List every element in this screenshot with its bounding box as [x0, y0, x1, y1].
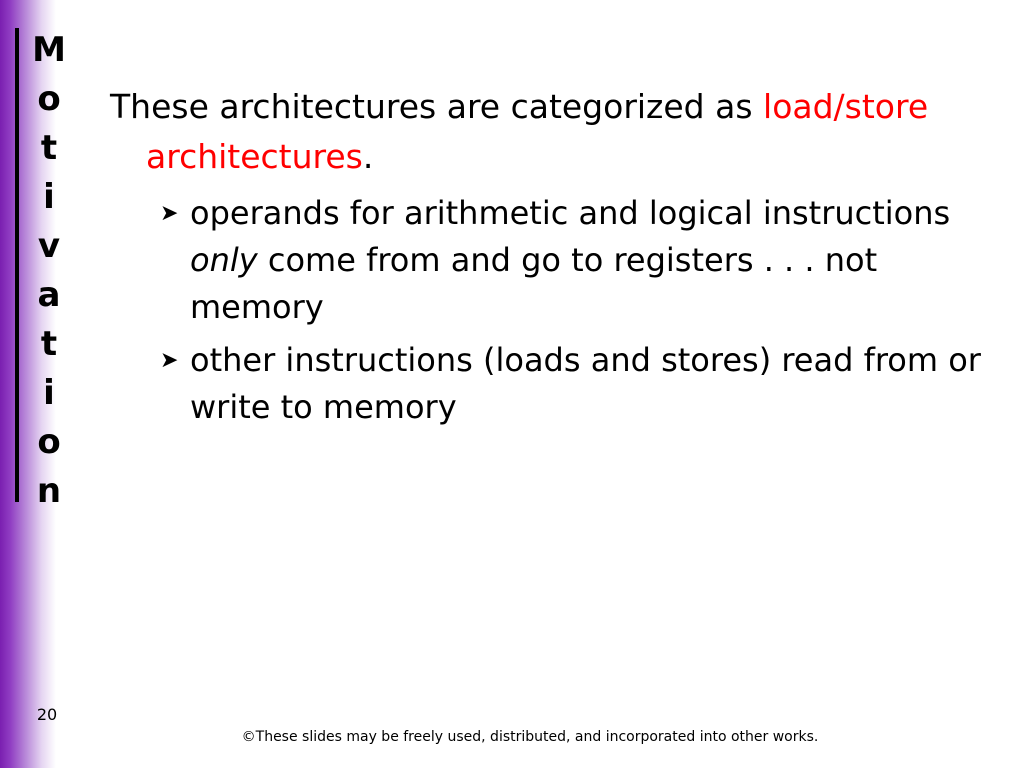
highlighted-term: load/store architectures: [146, 87, 929, 176]
main-statement: [110, 82, 990, 182]
slide-body: [110, 82, 990, 437]
statement-text: These architectures are categorized as: [110, 87, 764, 126]
bullet-text: come from and go to registers . . . not memory: [190, 241, 878, 326]
title-letter: a: [37, 275, 61, 315]
title-letter: t: [40, 128, 58, 168]
title-letter: M: [32, 30, 66, 70]
bullet-emphasis: only: [190, 241, 258, 279]
arrowhead-right-icon: ➤: [160, 348, 179, 373]
slide-number: 20: [36, 705, 58, 724]
footer-copyright: ©These slides may be freely used, distributed, and incorporated into other works.: [241, 729, 819, 745]
bullet-item: [110, 337, 990, 431]
title-letter: t: [40, 324, 58, 364]
bullet-list: [110, 190, 990, 431]
statement-period: .: [362, 137, 374, 176]
title-letter: o: [37, 422, 61, 462]
title-letter: n: [36, 471, 62, 511]
title-letter: o: [37, 79, 61, 119]
title-letter: v: [37, 226, 61, 266]
vertical-slide-title: [26, 26, 72, 516]
title-letter: i: [43, 373, 55, 413]
arrowhead-right-icon: ➤: [160, 201, 179, 226]
bullet-text: other instructions (loads and stores) read from or write to memory: [190, 341, 981, 426]
bullet-text: operands for arithmetic and logical instructions: [190, 194, 951, 232]
bullet-item: [110, 190, 990, 331]
title-rule: [15, 28, 19, 502]
title-letter: i: [43, 177, 55, 217]
